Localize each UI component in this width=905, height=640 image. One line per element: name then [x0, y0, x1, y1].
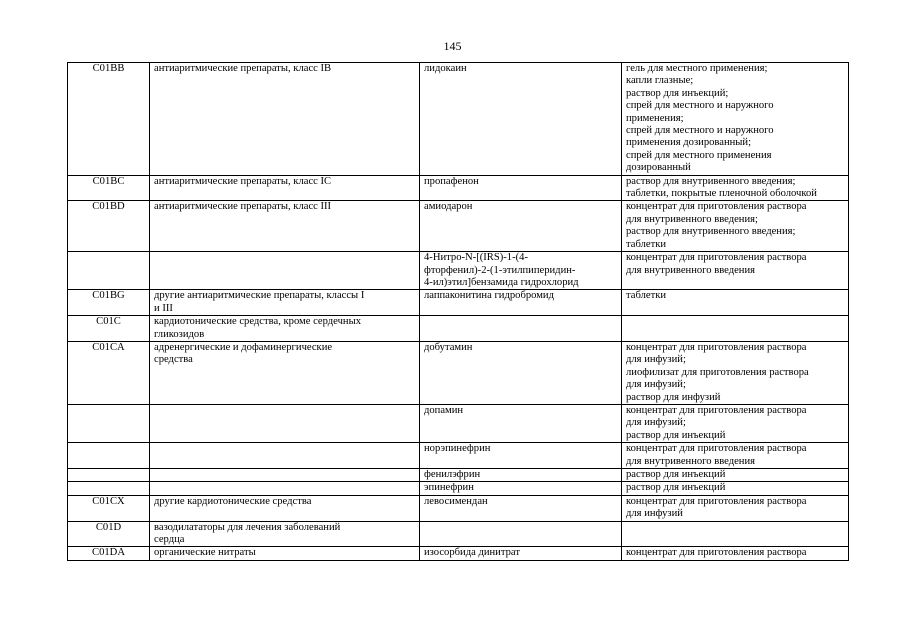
table-row: [68, 404, 849, 442]
page-number: 145: [443, 39, 462, 53]
drug-name-cell: норэпинефрин: [420, 443, 622, 469]
atc-code-cell: C01BB: [68, 63, 150, 176]
table-row: [68, 482, 849, 495]
atc-code-cell: C01DA: [68, 547, 150, 560]
atc-code-cell: [68, 482, 150, 495]
drug-name-cell: пропафенон: [420, 175, 622, 201]
dosage-forms-cell: [622, 521, 849, 547]
atc-code-cell: C01D: [68, 521, 150, 547]
table-row: [68, 495, 849, 521]
dosage-forms-cell: раствор для инъекций: [622, 469, 849, 482]
dosage-forms-cell: таблетки: [622, 290, 849, 316]
drug-name-cell: левосимендан: [420, 495, 622, 521]
drug-name-cell: лидокаин: [420, 63, 622, 176]
table-row: [68, 252, 849, 290]
drug-name-cell: [420, 521, 622, 547]
drug-name-cell: [420, 316, 622, 342]
atc-code-cell: C01BC: [68, 175, 150, 201]
table-row: [68, 547, 849, 560]
dosage-forms-cell: раствор для инъекций: [622, 482, 849, 495]
group-name-cell: кардиотонические средства, кроме сердечных гликозидов: [150, 316, 420, 342]
atc-code-cell: C01BG: [68, 290, 150, 316]
drug-name-cell: 4-Нитро-N-[(IRS)-1-(4- фторфенил)-2-(1-этилпиперидин- 4-ил)этил]бензамида гидрохлорид: [420, 252, 622, 290]
dosage-forms-cell: раствор для внутривенного введения; таблетки, покрытые пленочной оболочкой: [622, 175, 849, 201]
dosage-forms-cell: концентрат для приготовления раствора для инфузий; раствор для инъекций: [622, 404, 849, 442]
drug-name-cell: фенилэфрин: [420, 469, 622, 482]
group-name-cell: [150, 443, 420, 469]
dosage-forms-cell: [622, 316, 849, 342]
table-row: [68, 63, 849, 176]
group-name-cell: антиаритмические препараты, класс IB: [150, 63, 420, 176]
table-row: [68, 341, 849, 404]
table-row: [68, 201, 849, 252]
drug-name-cell: добутамин: [420, 341, 622, 404]
group-name-cell: антиаритмические препараты, класс IC: [150, 175, 420, 201]
dosage-forms-cell: концентрат для приготовления раствора для инфузий; лиофилизат для приготовления раствора для инфузий; раствор для инфузий: [622, 341, 849, 404]
dosage-forms-cell: концентрат для приготовления раствора для внутривенного введения: [622, 252, 849, 290]
table-row: [68, 290, 849, 316]
atc-code-cell: C01CA: [68, 341, 150, 404]
atc-code-cell: C01CX: [68, 495, 150, 521]
table-row: [68, 443, 849, 469]
atc-code-cell: C01BD: [68, 201, 150, 252]
group-name-cell: другие кардиотонические средства: [150, 495, 420, 521]
group-name-cell: [150, 469, 420, 482]
dosage-forms-cell: концентрат для приготовления раствора для инфузий: [622, 495, 849, 521]
drug-name-cell: амиодарон: [420, 201, 622, 252]
table-row: [68, 521, 849, 547]
dosage-forms-cell: концентрат для приготовления раствора: [622, 547, 849, 560]
group-name-cell: вазодилататоры для лечения заболеваний сердца: [150, 521, 420, 547]
dosage-forms-cell: концентрат для приготовления раствора для внутривенного введения: [622, 443, 849, 469]
group-name-cell: [150, 252, 420, 290]
atc-code-cell: [68, 252, 150, 290]
drug-name-cell: изосорбида динитрат: [420, 547, 622, 560]
atc-code-cell: [68, 469, 150, 482]
group-name-cell: [150, 482, 420, 495]
dosage-forms-cell: концентрат для приготовления раствора для внутривенного введения; раствор для внутривенного введения; таблетки: [622, 201, 849, 252]
drug-table: [67, 62, 849, 561]
group-name-cell: [150, 404, 420, 442]
table-row: [68, 316, 849, 342]
table-row: [68, 175, 849, 201]
group-name-cell: адренергические и дофаминергические средства: [150, 341, 420, 404]
group-name-cell: другие антиаритмические препараты, классы I и III: [150, 290, 420, 316]
group-name-cell: органические нитраты: [150, 547, 420, 560]
group-name-cell: антиаритмические препараты, класс III: [150, 201, 420, 252]
drug-name-cell: допамин: [420, 404, 622, 442]
atc-code-cell: [68, 443, 150, 469]
drug-name-cell: эпинефрин: [420, 482, 622, 495]
dosage-forms-cell: гель для местного применения; капли глазные; раствор для инъекций; спрей для местного и наружного применения; спрей для местного и наружного применения дозированный; спрей для местного применения дозированный: [622, 63, 849, 176]
drug-name-cell: лаппаконитина гидробромид: [420, 290, 622, 316]
table-row: [68, 469, 849, 482]
atc-code-cell: [68, 404, 150, 442]
atc-code-cell: C01C: [68, 316, 150, 342]
